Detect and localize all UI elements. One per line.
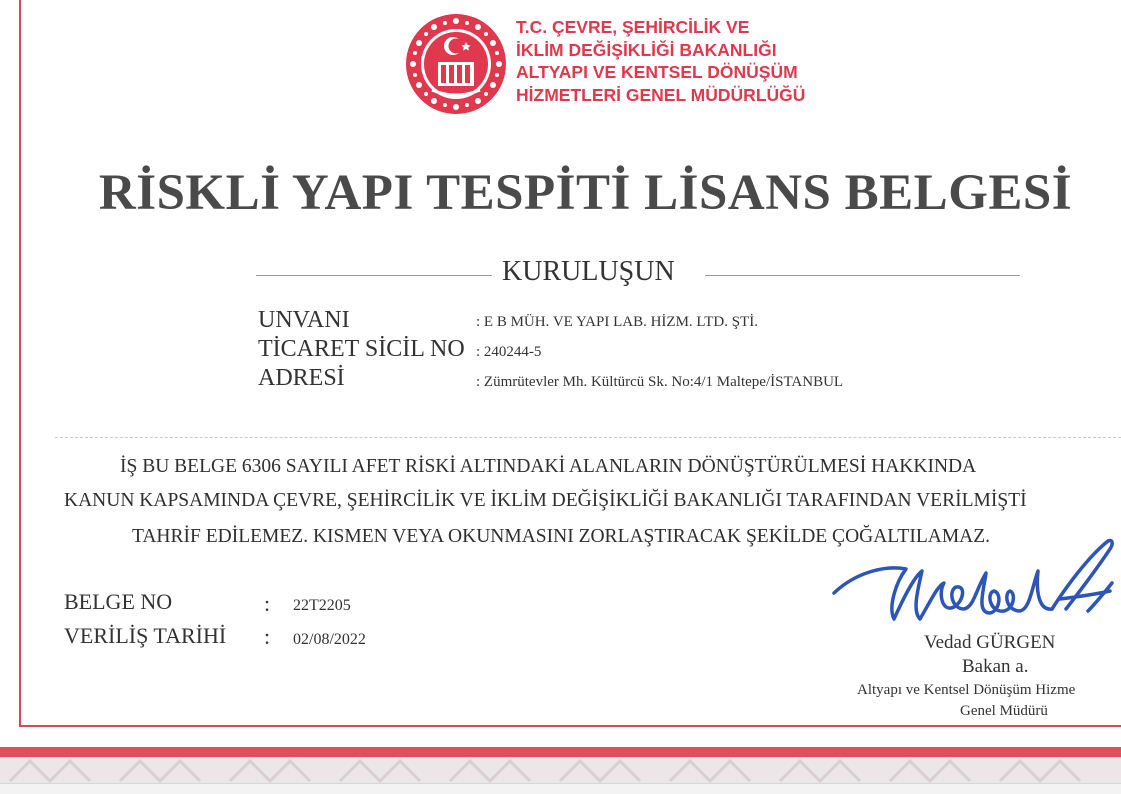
signatory-name: Vedad GÜRGEN [924,632,1056,653]
field-value-adres: : Zümrütevler Mh. Kültürcü Sk. No:4/1 Maltepe/İSTANBUL [476,374,844,390]
handwritten-signature [826,527,1116,637]
field-value-ticaret-sicil: : 240244-5 [476,344,542,360]
statement-line-1: İŞ BU BELGE 6306 SAYILI AFET RİSKİ ALTINDAKİ ALANLARIN DÖNÜŞTÜRÜLMESİ HAKKINDA [120,456,977,477]
signatory-department: Altyapı ve Kentsel Dönüşüm Hizme [857,682,1076,698]
ministry-line-3: ALTYAPI VE KENTSEL DÖNÜŞÜM [516,62,798,82]
certificate-frame-left [19,0,21,727]
ministry-line-1: T.C. ÇEVRE, ŞEHİRCİLİK VE [516,17,750,37]
signatory-position: Genel Müdürü [960,703,1048,719]
heading-rule-left [256,275,492,276]
field-label-unvan: UNVANI [258,307,350,333]
statement-line-2: KANUN KAPSAMINDA ÇEVRE, ŞEHİRCİLİK VE İKLİM DEĞİŞİKLİĞİ BAKANLIĞI TARAFINDAN VERİLMİŞTİ [64,490,1027,511]
certificate-frame-bottom [19,725,1121,727]
heading-rule-right [705,275,1020,276]
verilis-tarihi-value: 02/08/2022 [293,631,366,648]
field-label-adres: ADRESİ [258,365,345,391]
decorative-band-red [0,747,1121,757]
section-heading: KURULUŞUN [502,256,675,287]
belge-no-colon: : [264,591,271,616]
ministry-line-4: HİZMETLERİ GENEL MÜDÜRLÜĞÜ [516,84,806,105]
statement-line-3: TAHRİF EDİLEMEZ. KISMEN VEYA OKUNMASINI ZORLAŞTIRACAK ŞEKİLDE ÇOĞALTILAMAZ. [132,526,991,547]
verilis-tarihi-colon: : [264,624,271,649]
decorative-band-pattern [0,757,1121,783]
page-bottom-edge [0,783,1121,794]
belge-no-label: BELGE NO [64,589,173,614]
field-value-unvan: : E B MÜH. VE YAPI LAB. HİZM. LTD. ŞTİ. [476,314,758,330]
belge-no-value: 22T2205 [293,597,351,614]
field-label-ticaret-sicil: TİCARET SİCİL NO [258,336,465,362]
signatory-on-behalf: Bakan a. [962,656,1029,677]
certificate-title: RİSKLİ YAPI TESPİTİ LİSANS BELGESİ [98,165,1073,221]
section-divider [55,437,1121,438]
ministry-seal-icon [404,12,508,116]
ministry-name [516,16,805,106]
verilis-tarihi-label: VERİLİŞ TARİHİ [64,623,227,648]
ministry-line-2: İKLİM DEĞİŞİKLİĞİ BAKANLIĞI [516,39,777,60]
